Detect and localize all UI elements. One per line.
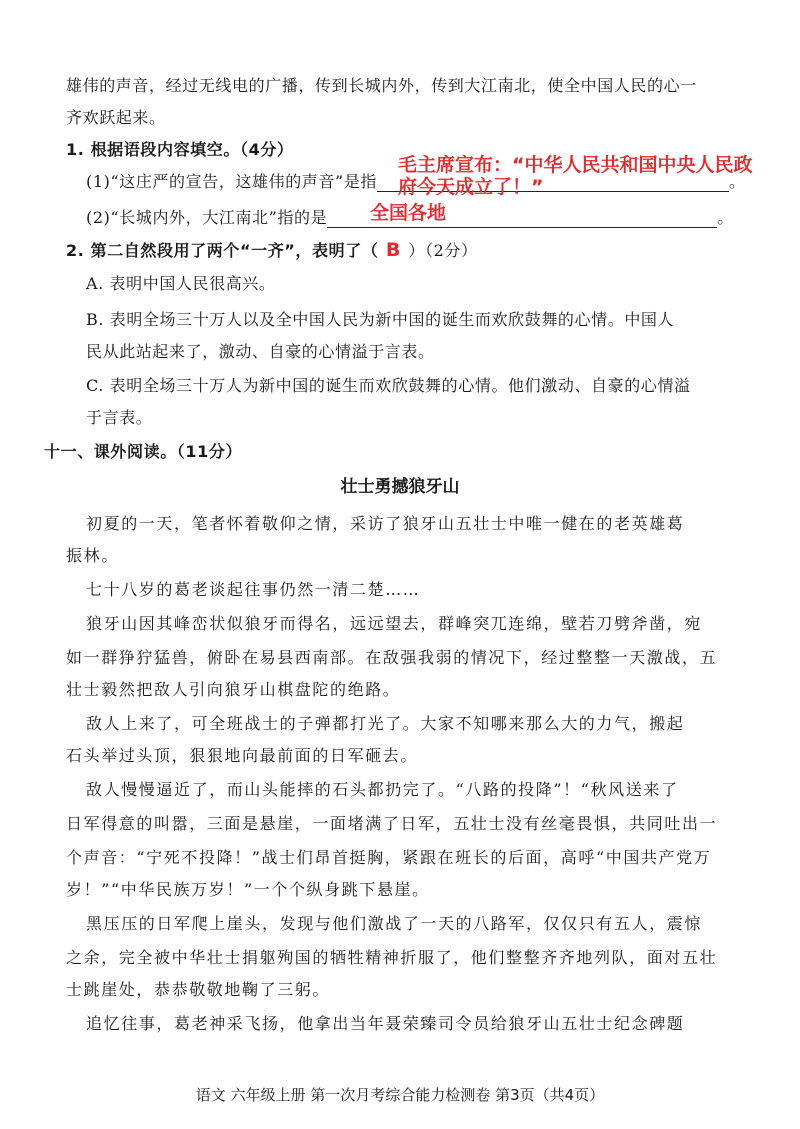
passage-line: 岁！”“中华民族万岁！”一个个纵身跳下悬崖。 — [66, 880, 430, 899]
page-footer: 语文 六年级上册 第一次月考综合能力检测卷 第3页（共4页） — [195, 1086, 605, 1104]
passage-line: 狼牙山因其峰峦状似狼牙而得名，远远望去，群峰突兀连绵，壁若刀劈斧凿，宛 — [86, 614, 703, 633]
q1-sub1-prefix: (1)“这庄严的宣告，这雄伟的声音”是指 — [86, 172, 378, 191]
passage-line: 之余，完全被中华壮士捐躯殉国的牺牲精神折服了，他们整整齐齐地列队，面对五壮 — [66, 948, 718, 967]
passage-line: 黑压压的日军爬上崖头，发现与他们激战了一天的八路军，仅仅只有五人，震惊 — [86, 914, 703, 933]
passage-line: 敌人上来了，可全班战士的子弹都打光了。大家不知哪来那么大的力气，搬起 — [86, 714, 685, 733]
question-1-heading: 1. 根据语段内容填空。（4分） — [66, 140, 294, 159]
intro-line: 齐欢跃起来。 — [66, 108, 166, 127]
option-a: A. 表明中国人民很高兴。 — [86, 274, 276, 293]
handwritten-answer-choice: B — [385, 239, 401, 261]
passage-line: 个声音：“宁死不投降！”战士们昂首挺胸，紧跟在班长的后面，高呼“中国共产党万 — [66, 848, 712, 867]
q2-heading-prefix: 2. 第二自然段用了两个“一齐”，表明了（ — [66, 241, 379, 260]
end-mark: 。 — [717, 208, 734, 227]
handwritten-answer-2: 全国各地 — [370, 202, 447, 224]
q1-sub2-prefix: (2)“长城内外，大江南北”指的是 — [86, 208, 328, 227]
option-b: B. 表明全场三十万人以及全中国人民为新中国的诞生而欢欣鼓舞的心情。中国人 — [86, 310, 675, 329]
passage-line: 日军得意的叫嚣，三面是悬崖，一面堵满了日军，五壮士没有丝毫畏惧，共同吐出一 — [66, 814, 718, 833]
passage-line: 敌人慢慢逼近了，而山头能摔的石头都扔完了。“八路的投降”！“秋风送来了 — [86, 780, 679, 799]
passage-title: 壮士勇撼狼牙山 — [340, 477, 460, 497]
handwritten-answer-1-line2: 府今天成立了！” — [398, 176, 544, 198]
handwritten-answer-1-line1: 毛主席宣布：“中华人民共和国中央人民政 — [398, 154, 753, 176]
q2-heading-suffix: ）（2分） — [408, 241, 478, 260]
option-c: C. 表明全场三十万人为新中国的诞生而欢欣鼓舞的心情。他们激动、自豪的心情溢 — [86, 376, 691, 395]
intro-line: 雄伟的声音，经过无线电的广播，传到长城内外，传到大江南北，使全中国人民的心一 — [66, 76, 697, 95]
end-mark: 。 — [729, 172, 746, 191]
passage-line: 石头举过头顶，狠狠地向最前面的日军砸去。 — [66, 746, 419, 765]
passage-line: 初夏的一天，笔者怀着敬仰之情，采访了狼牙山五壮士中唯一健在的老英雄葛 — [86, 514, 685, 533]
passage-line: 振林。 — [66, 546, 119, 565]
question-2-heading — [66, 240, 478, 261]
passage-line: 如一群狰狞猛兽，俯卧在易县西南部。在敌强我弱的情况下，经过整整一天激战，五 — [66, 648, 718, 667]
passage-line: 追忆往事，葛老神采飞扬，他拿出当年聂荣臻司令员给狼牙山五壮士纪念碑题 — [86, 1014, 685, 1033]
option-b-cont: 民从此站起来了，激动、自豪的心情溢于言表。 — [86, 342, 435, 361]
section-11-heading: 十一、课外阅读。（11分） — [44, 442, 243, 461]
option-c-cont: 于言表。 — [86, 408, 153, 427]
passage-line: 士跳崖处，恭恭敬敬地鞠了三躬。 — [66, 980, 331, 999]
passage-line: 七十八岁的葛老谈起往事仍然一清二楚…… — [86, 580, 421, 599]
passage-line: 壮士毅然把敌人引向狼牙山棋盘陀的绝路。 — [66, 680, 401, 699]
